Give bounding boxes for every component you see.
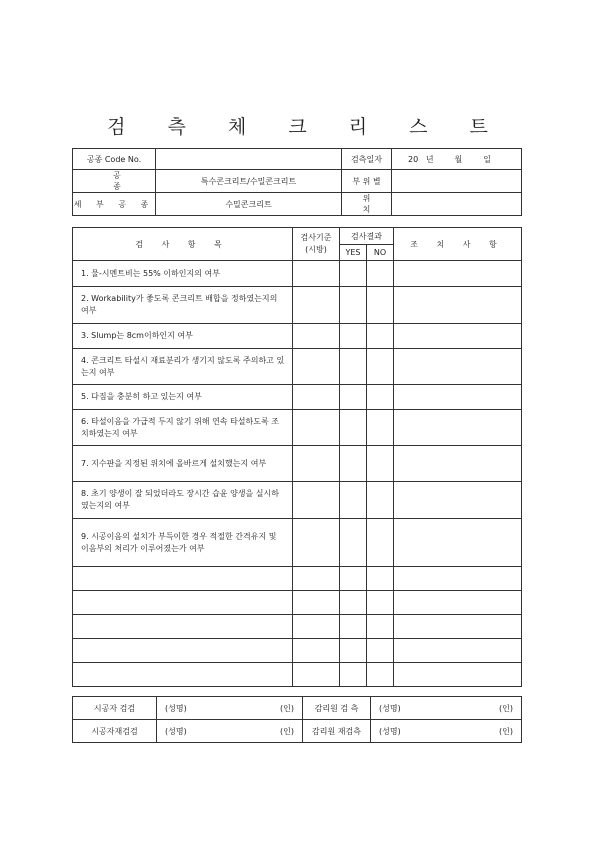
info-row-code <box>73 149 522 170</box>
blank-row <box>73 567 522 591</box>
contractor-label: 시공자 검검 <box>73 697 157 720</box>
sign-name-placeholder: (성명) <box>379 703 401 713</box>
blank-yes-cell[interactable] <box>340 639 367 663</box>
action-cell[interactable] <box>394 349 522 385</box>
sign-name-placeholder: (성명) <box>165 703 187 713</box>
sign-name-placeholder: (성명) <box>379 726 401 736</box>
location-value[interactable] <box>392 193 522 216</box>
supervisor-reinspect-signature[interactable] <box>371 720 522 743</box>
check-item: 3. Slump는 8cm이하인지 여부 <box>73 324 293 349</box>
check-item: 2. Workability가 좋도록 콘크리트 배합을 정하였는지의 여부 <box>73 287 293 324</box>
signature-row-1 <box>73 697 522 720</box>
no-cell[interactable] <box>367 482 394 519</box>
header-items: 검 사 항 목 <box>73 228 293 261</box>
contractor-reinspect-signature[interactable] <box>157 720 303 743</box>
criteria-cell[interactable] <box>293 482 340 519</box>
date-value[interactable] <box>392 149 522 170</box>
header-action: 조 치 사 항 <box>394 228 522 261</box>
date-label: 검측일자 <box>342 149 392 170</box>
table-row <box>73 349 522 385</box>
criteria-cell[interactable] <box>293 385 340 410</box>
no-cell[interactable] <box>367 410 394 446</box>
action-cell[interactable] <box>394 324 522 349</box>
detail-value[interactable]: 수밀콘크리트 <box>156 193 342 216</box>
criteria-cell[interactable] <box>293 261 340 287</box>
work-value[interactable]: 특수콘크리트/수밀콘크리트 <box>156 170 342 193</box>
no-cell[interactable] <box>367 385 394 410</box>
checklist-table <box>72 227 522 687</box>
blank-item-cell[interactable] <box>73 639 293 663</box>
no-cell[interactable] <box>367 261 394 287</box>
action-cell[interactable] <box>394 410 522 446</box>
blank-no-cell[interactable] <box>367 591 394 615</box>
no-cell[interactable] <box>367 349 394 385</box>
table-row <box>73 385 522 410</box>
check-item: 4. 콘크리트 타설시 재료분리가 생기지 않도록 주의하고 있는지 여부 <box>73 349 293 385</box>
yes-cell[interactable] <box>340 349 367 385</box>
blank-row <box>73 591 522 615</box>
blank-no-cell[interactable] <box>367 615 394 639</box>
action-cell[interactable] <box>394 287 522 324</box>
blank-item-cell[interactable] <box>73 591 293 615</box>
blank-yes-cell[interactable] <box>340 663 367 687</box>
contractor-signature[interactable] <box>157 697 303 720</box>
blank-no-cell[interactable] <box>367 639 394 663</box>
checklist-header-row <box>73 228 522 245</box>
blank-criteria-cell[interactable] <box>293 615 340 639</box>
table-row <box>73 519 522 567</box>
blank-yes-cell[interactable] <box>340 567 367 591</box>
no-cell[interactable] <box>367 519 394 567</box>
blank-action-cell[interactable] <box>394 615 522 639</box>
check-item: 1. 물-시멘트비는 55% 이하인지의 여부 <box>73 261 293 287</box>
blank-yes-cell[interactable] <box>340 615 367 639</box>
blank-criteria-cell[interactable] <box>293 639 340 663</box>
action-cell[interactable] <box>394 482 522 519</box>
check-item: 9. 시공이음의 설치가 부득이한 경우 적절한 간격유지 및 이음부의 처리가 이루어졌는가 여부 <box>73 519 293 567</box>
criteria-cell[interactable] <box>293 324 340 349</box>
info-row-work <box>73 170 522 193</box>
blank-action-cell[interactable] <box>394 639 522 663</box>
yes-cell[interactable] <box>340 410 367 446</box>
code-value[interactable] <box>156 149 342 170</box>
action-cell[interactable] <box>394 385 522 410</box>
blank-row <box>73 639 522 663</box>
info-table <box>72 148 522 216</box>
supervisor-signature[interactable] <box>371 697 522 720</box>
blank-no-cell[interactable] <box>367 567 394 591</box>
table-row <box>73 410 522 446</box>
date-year: 20 년 <box>408 154 434 164</box>
check-item: 5. 다짐을 충분히 하고 있는지 여부 <box>73 385 293 410</box>
no-cell[interactable] <box>367 324 394 349</box>
seal-placeholder: (인) <box>499 703 513 713</box>
yes-cell[interactable] <box>340 261 367 287</box>
seal-placeholder: (인) <box>499 726 513 736</box>
header-no: NO <box>367 245 394 261</box>
criteria-cell[interactable] <box>293 410 340 446</box>
header-result: 검사결과 <box>340 228 394 245</box>
header-criteria: 검사기준 (시방) <box>293 228 340 261</box>
yes-cell[interactable] <box>340 519 367 567</box>
action-cell[interactable] <box>394 261 522 287</box>
blank-criteria-cell[interactable] <box>293 567 340 591</box>
blank-item-cell[interactable] <box>73 615 293 639</box>
signature-table <box>72 696 522 743</box>
section-value[interactable] <box>392 170 522 193</box>
date-month-unit: 월 <box>454 154 463 164</box>
yes-cell[interactable] <box>340 385 367 410</box>
yes-cell[interactable] <box>340 324 367 349</box>
detail-label: 세 부 공 종 <box>73 193 156 216</box>
yes-cell[interactable] <box>340 482 367 519</box>
action-cell[interactable] <box>394 446 522 482</box>
yes-cell[interactable] <box>340 287 367 324</box>
criteria-cell[interactable] <box>293 287 340 324</box>
table-row <box>73 287 522 324</box>
yes-cell[interactable] <box>340 446 367 482</box>
table-row <box>73 446 522 482</box>
blank-action-cell[interactable] <box>394 567 522 591</box>
code-label: 공종 Code No. <box>73 149 156 170</box>
no-cell[interactable] <box>367 446 394 482</box>
info-row-detail <box>73 193 522 216</box>
seal-placeholder: (인) <box>280 703 294 713</box>
criteria-cell[interactable] <box>293 446 340 482</box>
seal-placeholder: (인) <box>280 726 294 736</box>
blank-item-cell[interactable] <box>73 567 293 591</box>
location-label: 위 치 <box>342 193 392 216</box>
criteria-cell[interactable] <box>293 349 340 385</box>
check-item: 7. 지수판을 지정된 위치에 올바르게 설치했는지 여부 <box>73 446 293 482</box>
criteria-cell[interactable] <box>293 519 340 567</box>
check-item: 6. 타설이음을 가급적 두지 않기 위해 연속 타설하도록 조치하였는지 여부 <box>73 410 293 446</box>
work-label: 공 종 <box>73 170 156 193</box>
supervisor-reinspect-label: 감리원 재검측 <box>303 720 371 743</box>
blank-row <box>73 615 522 639</box>
blank-row <box>73 663 522 687</box>
check-item: 8. 초기 양생이 잘 되었더라도 장시간 습윤 양생을 실시하였는지의 여부 <box>73 482 293 519</box>
section-label: 부 위 별 <box>342 170 392 193</box>
blank-action-cell[interactable] <box>394 591 522 615</box>
action-cell[interactable] <box>394 519 522 567</box>
blank-criteria-cell[interactable] <box>293 663 340 687</box>
blank-item-cell[interactable] <box>73 663 293 687</box>
blank-yes-cell[interactable] <box>340 591 367 615</box>
blank-action-cell[interactable] <box>394 663 522 687</box>
no-cell[interactable] <box>367 287 394 324</box>
table-row <box>73 261 522 287</box>
supervisor-label: 감리원 검 측 <box>303 697 371 720</box>
blank-no-cell[interactable] <box>367 663 394 687</box>
blank-criteria-cell[interactable] <box>293 591 340 615</box>
date-day-unit: 일 <box>483 154 491 164</box>
contractor-reinspect-label: 시공자재검검 <box>73 720 157 743</box>
sign-name-placeholder: (성명) <box>165 726 187 736</box>
page-title: 검 측 체 크 리 스 트 <box>107 116 506 138</box>
table-row <box>73 482 522 519</box>
header-yes: YES <box>340 245 367 261</box>
signature-row-2 <box>73 720 522 743</box>
table-row <box>73 324 522 349</box>
